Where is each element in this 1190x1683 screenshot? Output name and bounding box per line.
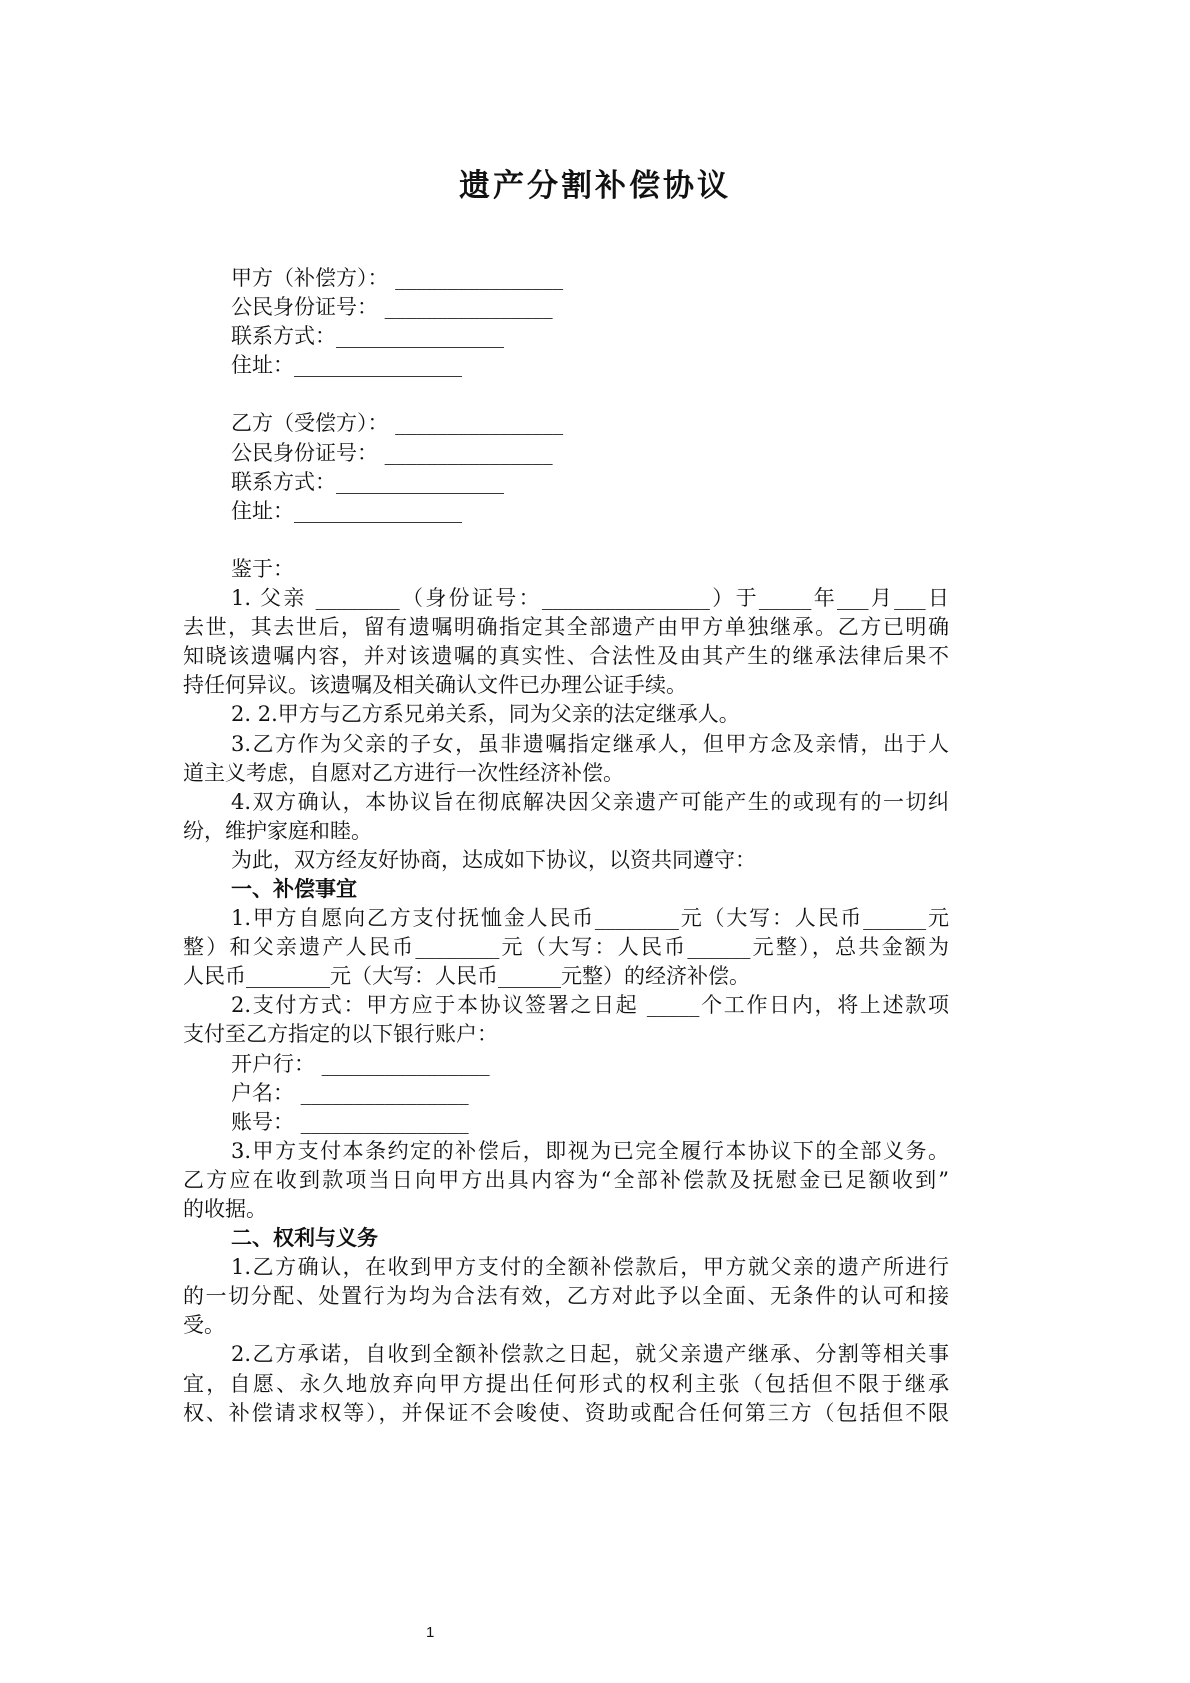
text-line: 道主义考虑，自愿对乙方进行一次性经济补偿。 — [183, 760, 624, 785]
text-line: 2.乙方承诺，自收到全额补偿款之日起，就父亲遗产继承、分割等相关事 — [231, 1342, 949, 1367]
text-line: 3.乙方作为父亲的子女，虽非遗嘱指定继承人，但甲方念及亲情，出于人 — [231, 731, 949, 756]
form-field-line: 公民身份证号： ________________ — [231, 440, 553, 465]
paragraph — [183, 584, 949, 700]
paragraph — [183, 730, 949, 788]
text-line: 2.支付方式：甲方应于本协议签署之日起 _____个工作日内，将上述款项 — [231, 993, 949, 1018]
section-heading — [183, 875, 949, 904]
form-field-line: 开户行： ________________ — [231, 1051, 490, 1076]
section-heading — [183, 1224, 949, 1253]
text-line: 权、补偿请求权等），并保证不会唆使、资助或配合任何第三方（包括但不限 — [183, 1400, 949, 1425]
paragraph — [183, 846, 949, 875]
text-line: 整）和父亲遗产人民币________元（大写：人民币______元整），总共金额为 — [183, 935, 949, 960]
form-field-line: 联系方式：________________ — [231, 469, 504, 494]
text-line: 支付至乙方指定的以下银行账户： — [183, 1022, 498, 1047]
text-line: 乙方应在收到款项当日向甲方出具内容为“全部补偿款及抚慰金已足额收到” — [183, 1167, 949, 1192]
text-line: 纷，维护家庭和睦。 — [183, 818, 372, 843]
text-line: 4.双方确认，本协议旨在彻底解决因父亲遗产可能产生的或现有的一切纠 — [231, 789, 949, 814]
text-line: 的收据。 — [183, 1197, 267, 1221]
text-line: 知晓该遗嘱内容，并对该遗嘱的真实性、合法性及由其产生的继承法律后果不 — [183, 644, 949, 669]
form-field-line: 甲方（补偿方）： ________________ — [231, 266, 564, 290]
text-line: 鉴于： — [231, 556, 294, 581]
text-line: 1.甲方自愿向乙方支付抚恤金人民币________元（大写：人民币______元 — [231, 906, 949, 931]
page-number: 1 — [426, 1624, 435, 1641]
paragraph — [183, 991, 949, 1049]
field-group — [183, 1050, 949, 1137]
text-line: 宜，自愿、永久地放弃向甲方提出任何形式的权利主张（包括但不限于继承 — [183, 1371, 949, 1396]
text-line: 二、权利与义务 — [231, 1226, 378, 1251]
blank-line — [183, 526, 949, 555]
text-line: 2. 2.甲方与乙方系兄弟关系，同为父亲的法定继承人。 — [231, 702, 740, 727]
text-line: 去世，其去世后，留有遗嘱明确指定其全部遗产由甲方单独继承。乙方已明确 — [183, 615, 949, 640]
paragraph — [183, 1137, 949, 1224]
paragraph — [183, 700, 949, 729]
paragraph — [183, 1340, 949, 1427]
form-field-line: 账号： ________________ — [231, 1109, 469, 1134]
paragraph — [183, 904, 949, 991]
paragraph — [183, 555, 949, 584]
form-field-line: 公民身份证号： ________________ — [231, 295, 553, 320]
text-line: 1. 父亲 ________（身份证号：________________）于_____年___月___日 — [231, 586, 949, 611]
text-line: 1.乙方确认，在收到甲方支付的全额补偿款后，甲方就父亲的遗产所进行 — [231, 1255, 949, 1280]
field-group — [183, 409, 949, 525]
document-title: 遗产分割补偿协议 — [459, 168, 731, 204]
text-line: 为此，双方经友好协商，达成如下协议，以资共同遵守： — [231, 847, 756, 872]
text-line: 3.甲方支付本条约定的补偿后，即视为已完全履行本协议下的全部义务。 — [231, 1138, 949, 1163]
document-body — [183, 264, 949, 1428]
text-line: 持任何异议。该遗嘱及相关确认文件已办理公证手续。 — [183, 673, 687, 698]
field-group — [183, 264, 949, 380]
form-field-line: 户名： ________________ — [231, 1080, 469, 1105]
paragraph — [183, 1253, 949, 1340]
form-field-line: 住址：________________ — [231, 498, 462, 523]
form-field-line: 联系方式：________________ — [231, 324, 504, 349]
text-line: 一、补偿事宜 — [231, 876, 357, 901]
form-field-line: 住址：________________ — [231, 353, 462, 378]
text-line: 人民币________元（大写：人民币______元整）的经济补偿。 — [183, 964, 750, 989]
form-field-line: 乙方（受偿方）： ________________ — [231, 411, 564, 436]
blank-line — [183, 380, 949, 409]
paragraph — [183, 788, 949, 846]
text-line: 的一切分配、处置行为均为合法有效，乙方对此予以全面、无条件的认可和接 — [183, 1284, 949, 1309]
text-line: 受。 — [183, 1313, 225, 1338]
